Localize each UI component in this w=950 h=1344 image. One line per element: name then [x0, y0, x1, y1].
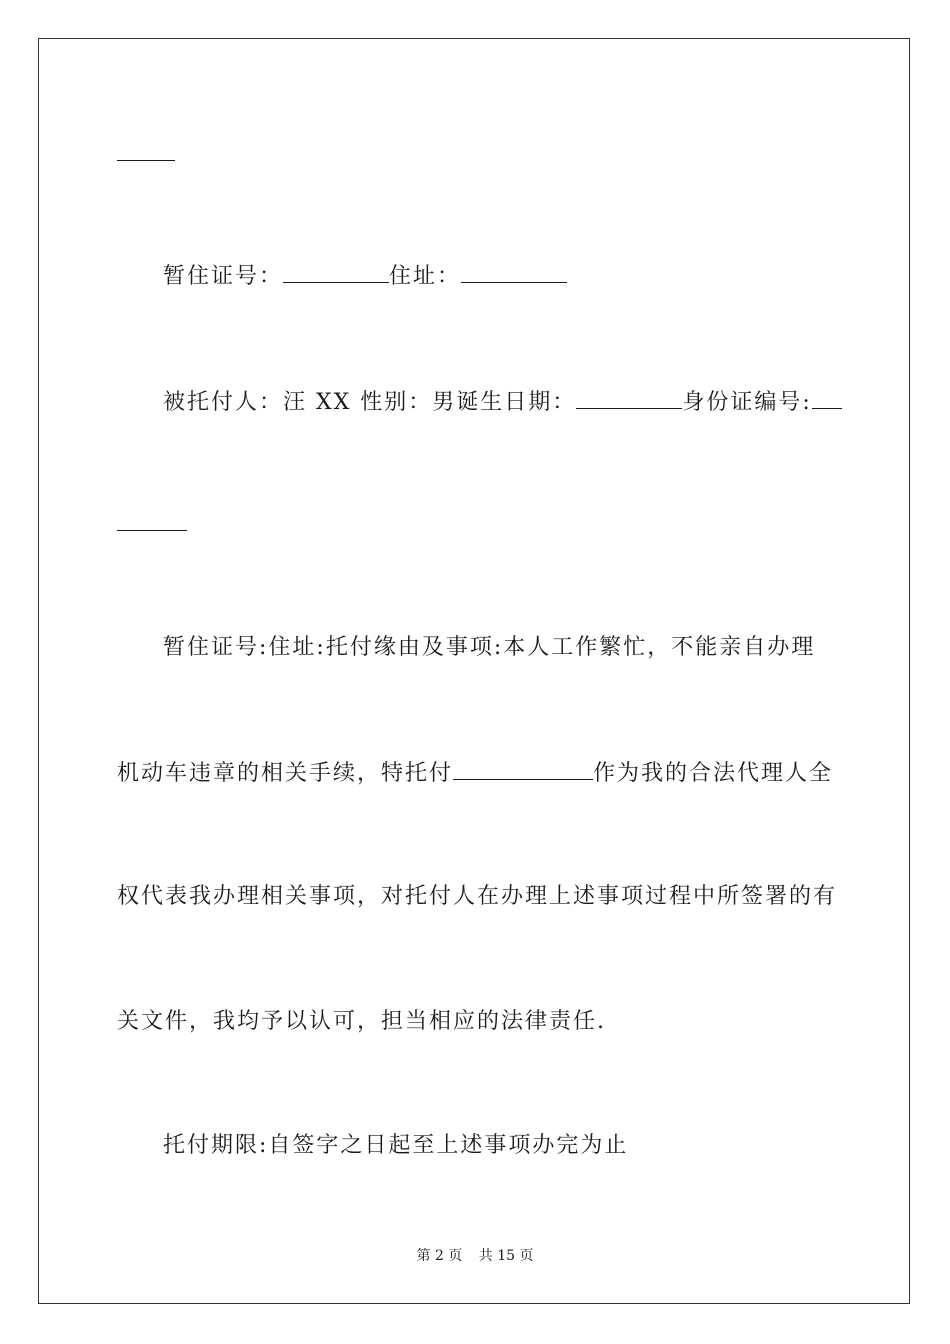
- paragraph-line-2: [117, 759, 833, 788]
- page-footer: [0, 1247, 950, 1265]
- page-number: 第 2 页: [416, 1248, 463, 1264]
- paragraph-line-2a: 机动车违章的相关手续，特托付: [117, 761, 454, 786]
- birth-date-blank[interactable]: [576, 388, 682, 409]
- residential-permit-line: [163, 262, 567, 291]
- id-number-blank-continued[interactable]: [117, 510, 187, 531]
- id-number-continued: [117, 510, 187, 539]
- agent-name-blank[interactable]: [453, 759, 593, 780]
- page-border: [38, 38, 910, 1304]
- paragraph-line-4: 关文件，我均予以认可，担当相应的法律责任.: [117, 1009, 606, 1034]
- paragraph-line-1: 暂住证号:住址:托付缘由及事项:本人工作繁忙，不能亲自办理: [163, 635, 816, 660]
- principal-line: [163, 388, 842, 417]
- id-number-label: 身份证编号:: [682, 390, 812, 415]
- paragraph-line-2b: 作为我的合法代理人全: [593, 761, 834, 786]
- id-number-blank[interactable]: [812, 388, 842, 409]
- residential-permit-label: 暂住证号：: [163, 264, 284, 289]
- page-total: 共 15 页: [478, 1248, 534, 1264]
- principal-text: 被托付人：汪 XX 性别：男诞生日期：: [163, 390, 577, 415]
- blank-field[interactable]: [117, 140, 175, 161]
- residential-permit-blank[interactable]: [283, 262, 389, 283]
- blank-line-top: [117, 140, 175, 169]
- term-line: 托付期限:自签字之日起至上述事项办完为止: [163, 1133, 629, 1158]
- address-label: 住址：: [389, 264, 462, 289]
- address-blank[interactable]: [461, 262, 567, 283]
- paragraph-line-3: 权代表我办理相关事项，对托付人在办理上述事项过程中所签署的有: [117, 884, 838, 909]
